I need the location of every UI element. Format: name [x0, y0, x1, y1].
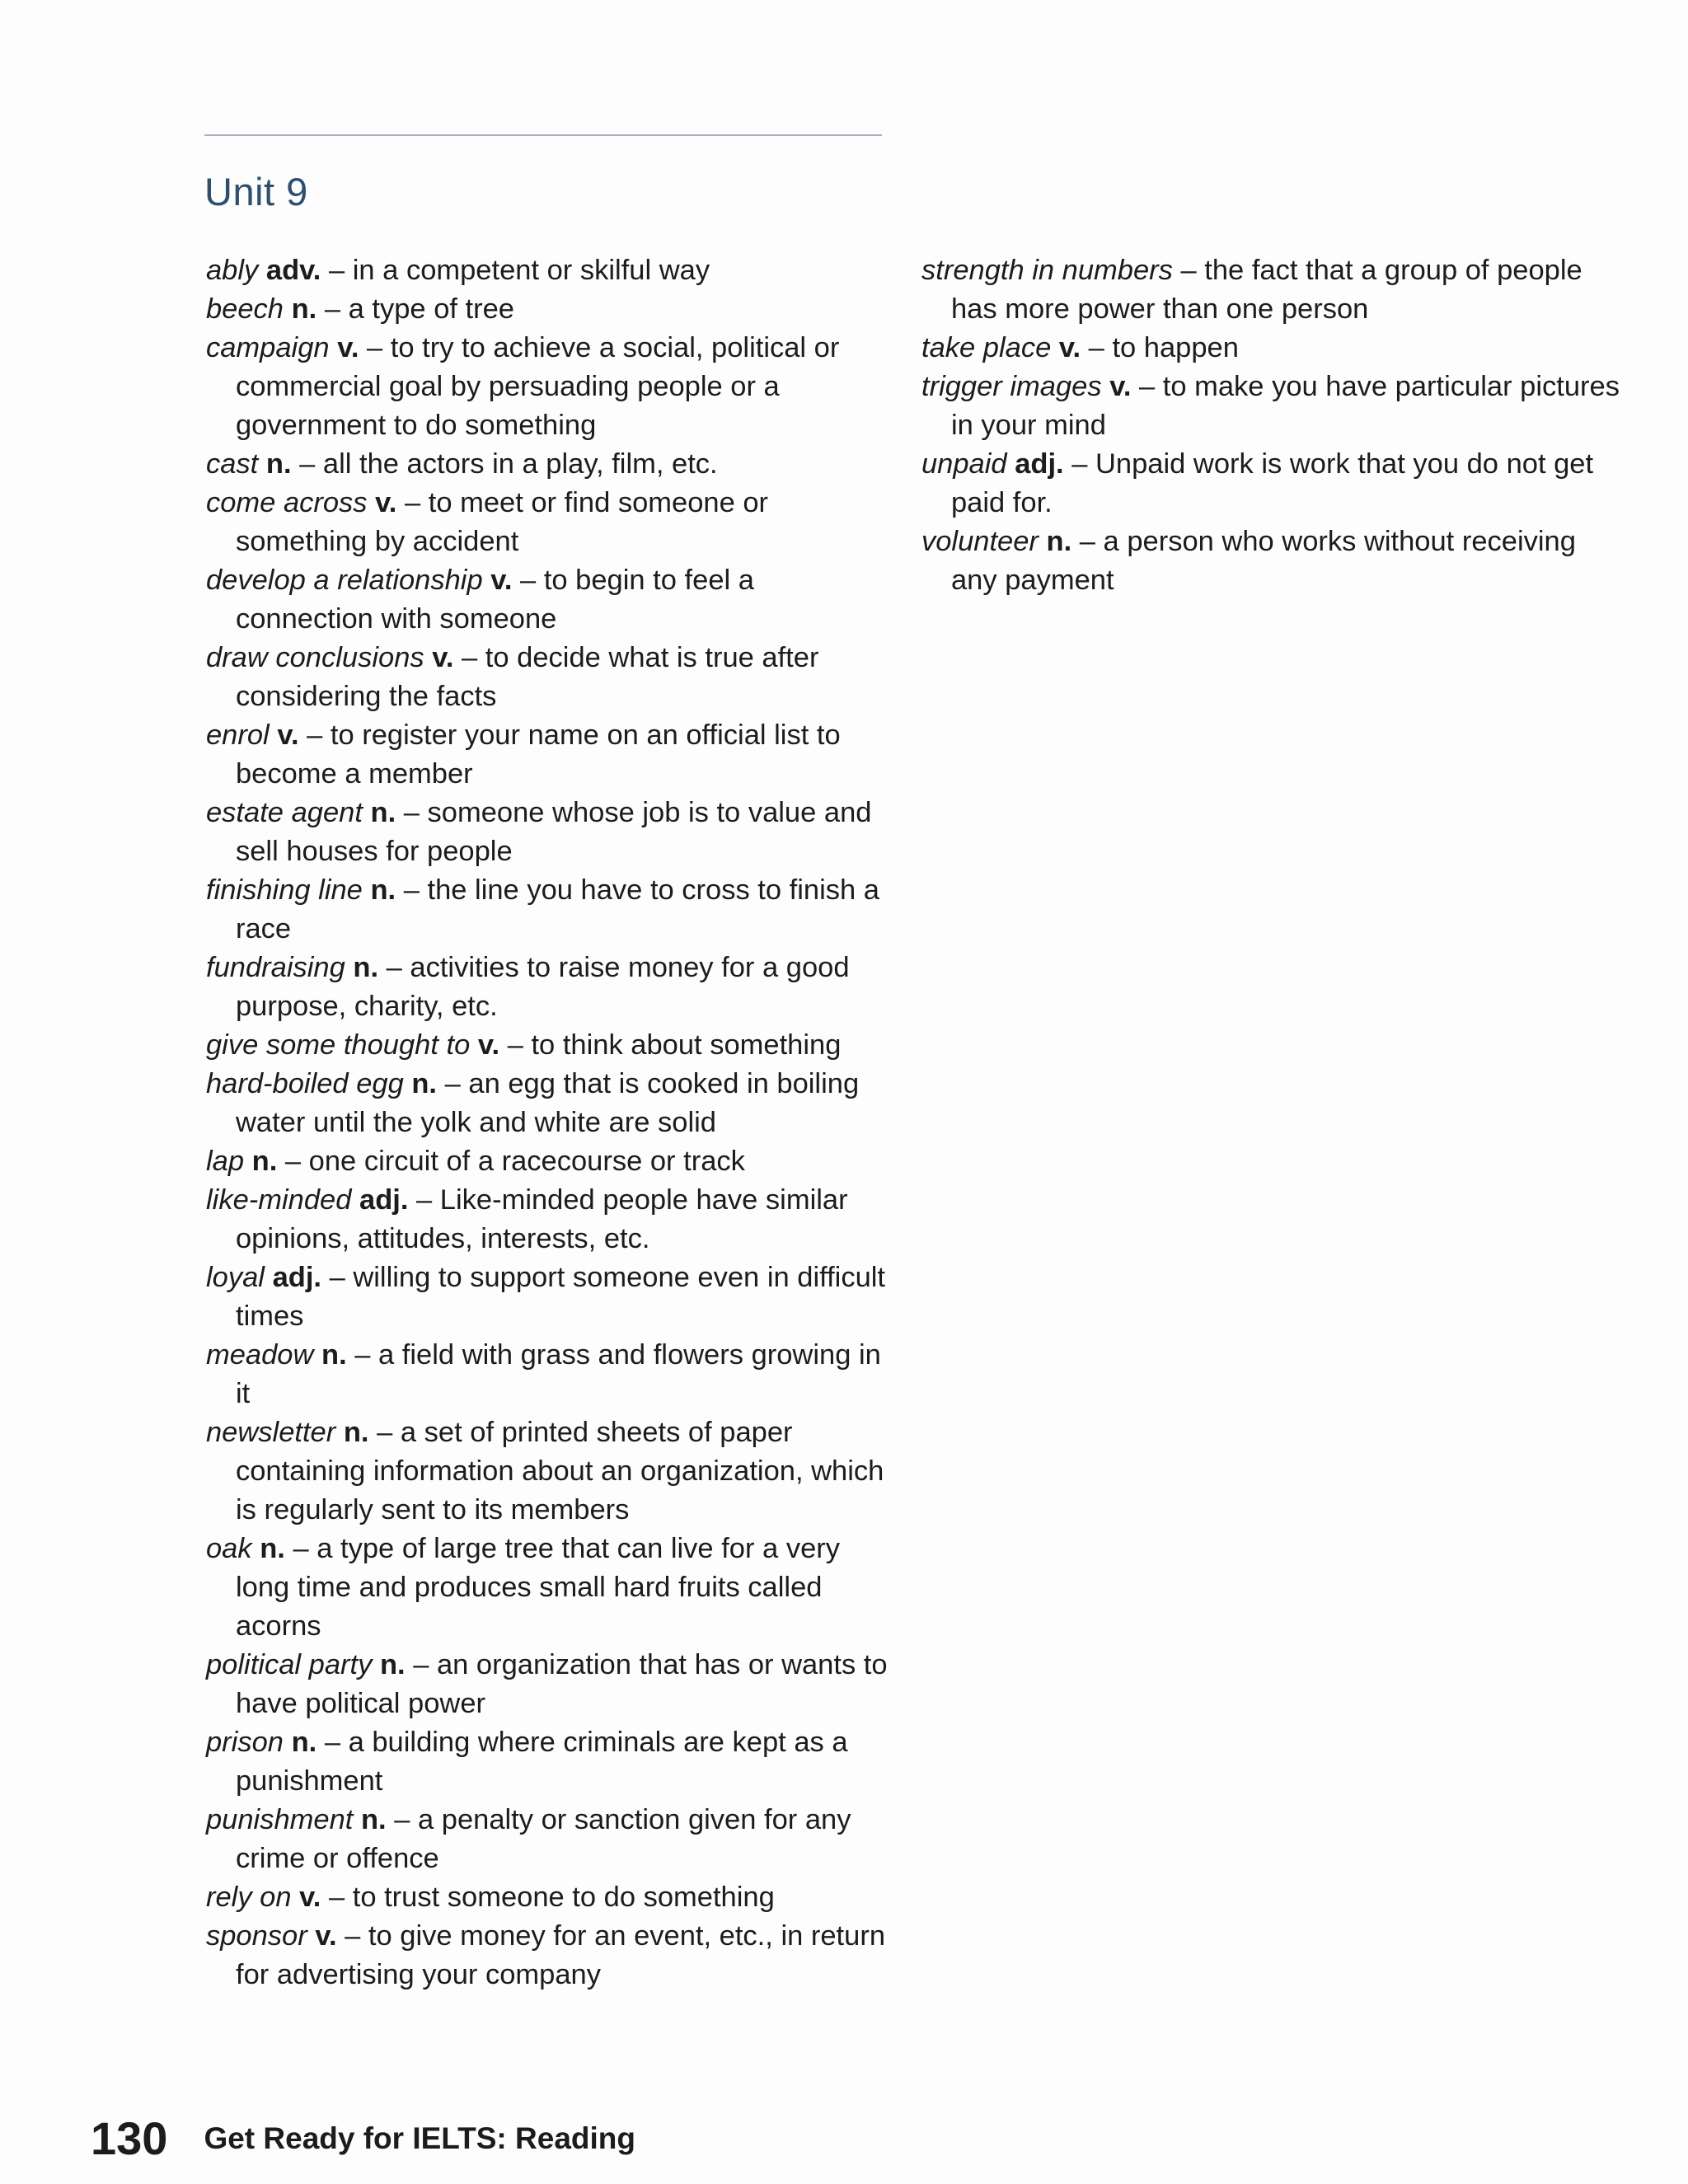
entry-term: develop a relationship — [206, 565, 483, 596]
entry-definition: – to register your name on an official list to become a member — [236, 719, 841, 790]
entry-definition: – to think about something — [499, 1029, 842, 1061]
entry-pos: n. — [1046, 526, 1072, 557]
entry-definition: – to make you have particular pictures in your mind — [951, 371, 1620, 441]
entry-term: political party — [206, 1649, 373, 1680]
glossary-entry — [206, 1723, 898, 1801]
entry-term: trigger images — [921, 371, 1102, 402]
entry-term: beech — [206, 293, 284, 325]
entry-definition: – a set of printed sheets of paper containing information about an organization, which is regularly sent to its members — [236, 1417, 884, 1526]
glossary-entry — [921, 251, 1622, 329]
glossary-entry — [206, 484, 898, 561]
header-rule — [204, 134, 882, 136]
entry-term: cast — [206, 448, 259, 480]
entry-pos: n. — [321, 1339, 347, 1371]
entry-term: strength in numbers — [921, 255, 1173, 286]
entry-definition: – a building where criminals are kept as a punishment — [236, 1727, 848, 1797]
entry-definition: – in a competent or skilful way — [321, 255, 710, 286]
entry-term: estate agent — [206, 797, 363, 828]
entry-pos: adj. — [1015, 448, 1064, 480]
page-number: 130 — [91, 2112, 168, 2164]
glossary-entry — [206, 1878, 898, 1917]
entry-term: volunteer — [921, 526, 1039, 557]
entry-pos: v. — [315, 1920, 337, 1952]
entry-term: like-minded — [206, 1184, 352, 1216]
glossary-entry — [206, 639, 898, 716]
entry-pos: adv. — [265, 255, 321, 286]
entry-term: enrol — [206, 719, 270, 751]
entry-pos: n. — [360, 1804, 387, 1835]
entry-definition: – Unpaid work is work that you do not get paid for. — [951, 448, 1594, 518]
glossary-entry — [206, 716, 898, 794]
entry-pos: adj. — [272, 1262, 321, 1293]
entry-definition: – the fact that a group of people has more power than one person — [951, 255, 1582, 325]
entry-pos: v. — [432, 642, 454, 673]
entry-pos: n. — [260, 1533, 285, 1564]
entry-definition: – activities to raise money for a good purpose, charity, etc. — [236, 952, 850, 1022]
glossary-left-column — [206, 251, 898, 1994]
book-title: Get Ready for IELTS: Reading — [204, 2121, 635, 2155]
entry-term: loyal — [206, 1262, 265, 1293]
entry-definition: – a person who works without receiving any payment — [951, 526, 1576, 596]
entry-definition: – a type of large tree that can live for a very long time and produces small hard fruits called acorns — [236, 1533, 840, 1642]
glossary-entry — [206, 561, 898, 639]
entry-pos: v. — [375, 487, 397, 518]
entry-definition: – to try to achieve a social, political or commercial goal by persuading people or a government to do something — [236, 332, 840, 441]
entry-definition: – to happen — [1081, 332, 1239, 363]
entry-term: draw conclusions — [206, 642, 424, 673]
entry-definition: – a penalty or sanction given for any crime or offence — [236, 1804, 851, 1874]
glossary-entry — [206, 1413, 898, 1530]
glossary-entry — [206, 794, 898, 871]
glossary-entry — [206, 445, 898, 484]
entry-pos: adj. — [359, 1184, 409, 1216]
entry-pos: v. — [490, 565, 513, 596]
entry-term: meadow — [206, 1339, 314, 1371]
entry-term: campaign — [206, 332, 330, 363]
entry-definition: – to give money for an event, etc., in return for advertising your company — [236, 1920, 886, 1990]
glossary-entry — [206, 1646, 898, 1723]
entry-term: fundraising — [206, 952, 345, 983]
entry-definition: – an egg that is cooked in boiling water until the yolk and white are solid — [236, 1068, 860, 1138]
entry-term: oak — [206, 1533, 252, 1564]
glossary-entry — [206, 1530, 898, 1646]
entry-pos: n. — [291, 293, 317, 325]
glossary-entry — [206, 329, 898, 445]
entry-pos: n. — [370, 797, 396, 828]
entry-definition: – a field with grass and flowers growing in it — [236, 1339, 881, 1409]
glossary-entry — [206, 251, 898, 290]
entry-term: finishing line — [206, 874, 363, 906]
entry-term: unpaid — [921, 448, 1007, 480]
entry-definition: – an organization that has or wants to have political power — [236, 1649, 888, 1719]
entry-definition: – to meet or find someone or something by accident — [236, 487, 769, 557]
glossary-entry — [206, 949, 898, 1026]
entry-term: come across — [206, 487, 368, 518]
glossary-entry — [206, 1801, 898, 1878]
entry-pos: n. — [370, 874, 396, 906]
entry-definition: – a type of tree — [316, 293, 514, 325]
glossary-entry — [206, 871, 898, 949]
entry-term: sponsor — [206, 1920, 307, 1952]
entry-term: take place — [921, 332, 1052, 363]
entry-term: give some thought to — [206, 1029, 471, 1061]
entry-definition: – all the actors in a play, film, etc. — [291, 448, 718, 480]
entry-pos: n. — [265, 448, 292, 480]
entry-term: newsletter — [206, 1417, 336, 1448]
entry-definition: – the line you have to cross to finish a race — [236, 874, 879, 944]
entry-pos: v. — [477, 1029, 500, 1061]
glossary-entry — [206, 1181, 898, 1258]
entry-pos: n. — [251, 1146, 278, 1177]
entry-definition: – to trust someone to do something — [321, 1882, 775, 1913]
unit-title: Unit 9 — [204, 170, 308, 213]
glossary-right-column — [921, 251, 1622, 600]
glossary-entry — [206, 1026, 898, 1065]
entry-pos: n. — [379, 1649, 406, 1680]
glossary-entry — [206, 290, 898, 329]
glossary-entry — [206, 1065, 898, 1142]
glossary-entry — [206, 1917, 898, 1994]
glossary-entry — [206, 1336, 898, 1413]
glossary-entry — [921, 329, 1622, 368]
page-footer — [91, 2111, 635, 2165]
entry-term: hard-boiled egg — [206, 1068, 404, 1099]
entry-definition: – one circuit of a racecourse or track — [277, 1146, 745, 1177]
glossary-entry — [921, 523, 1622, 600]
entry-term: prison — [206, 1727, 284, 1758]
glossary-entry — [206, 1142, 898, 1181]
entry-pos: v. — [337, 332, 359, 363]
entry-definition: – to begin to feel a connection with someone — [236, 565, 754, 635]
entry-pos: v. — [1058, 332, 1081, 363]
entry-term: ably — [206, 255, 259, 286]
entry-pos: n. — [291, 1727, 317, 1758]
entry-definition: – willing to support someone even in difficult times — [236, 1262, 886, 1332]
entry-definition: – to decide what is true after considering the facts — [236, 642, 819, 712]
entry-pos: n. — [411, 1068, 438, 1099]
entry-term: punishment — [206, 1804, 354, 1835]
entry-pos: n. — [353, 952, 379, 983]
glossary-entry — [921, 368, 1622, 445]
entry-pos: v. — [1109, 371, 1132, 402]
entry-pos: v. — [277, 719, 299, 751]
glossary-entry — [206, 1258, 898, 1336]
entry-term: rely on — [206, 1882, 292, 1913]
entry-pos: n. — [343, 1417, 369, 1448]
entry-pos: v. — [299, 1882, 321, 1913]
glossary-entry — [921, 445, 1622, 523]
entry-definition: – someone whose job is to value and sell houses for people — [236, 797, 872, 867]
entry-term: lap — [206, 1146, 245, 1177]
entry-definition: – Like-minded people have similar opinions, attitudes, interests, etc. — [236, 1184, 848, 1254]
